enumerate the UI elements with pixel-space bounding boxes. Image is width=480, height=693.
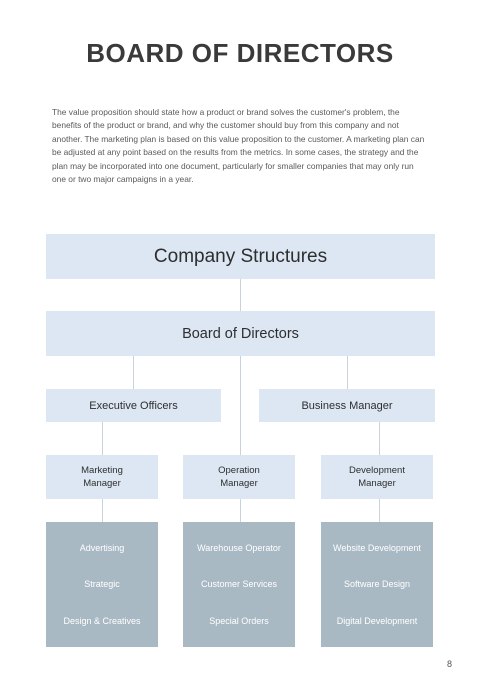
marketing-manager-label: Marketing Manager — [81, 465, 123, 489]
operation-manager-box — [183, 455, 295, 499]
development-manager-label: Development Manager — [349, 465, 405, 489]
dept-item: Warehouse Operator — [197, 543, 281, 554]
executive-officers-box: Executive Officers — [46, 389, 221, 422]
operation-manager-label: Operation Manager — [218, 465, 260, 489]
dept-item: Strategic — [84, 579, 120, 590]
marketing-departments-box — [46, 522, 158, 647]
connector-board-exec — [133, 356, 134, 389]
intro-paragraph: The value proposition should state how a product or brand solves the customer's problem, the benefits of the product or brand, and why the customer should buy from this company and not another. The marketing plan is based on this value proposition to the customer. A marketing plan can be adjusted at any point based on the results from the metrics. In some cases, the strategy and the plan may be incorporated into one document, particularly for smaller companies that may only run one or two major campaigns in a year. — [52, 107, 425, 185]
connector-dev-dept — [379, 499, 380, 522]
dept-item: Advertising — [79, 543, 125, 554]
dept-item: Design & Creatives — [63, 615, 141, 626]
connector-exec-mkt — [102, 422, 103, 455]
connector-board-ops — [240, 356, 241, 455]
dept-item: Digital Development — [336, 615, 418, 626]
dept-item: Customer Services — [200, 579, 278, 590]
connector-mkt-dept — [102, 499, 103, 522]
connector-biz-dev — [379, 422, 380, 455]
connector-board-biz — [347, 356, 348, 389]
development-departments-box — [321, 522, 433, 647]
connector-ops-dept — [240, 499, 241, 522]
marketing-manager-box — [46, 455, 158, 499]
business-manager-box: Business Manager — [259, 389, 435, 422]
dept-item: Website Development — [333, 543, 421, 554]
dept-item: Special Orders — [209, 615, 269, 626]
development-manager-box — [321, 455, 433, 499]
operation-departments-box — [183, 522, 295, 647]
page-title: BOARD OF DIRECTORS — [86, 38, 394, 68]
page-number: 8 — [446, 659, 452, 669]
connector-company-board — [240, 279, 241, 311]
board-of-directors-box: Board of Directors — [46, 311, 435, 356]
dept-item: Software Design — [343, 579, 411, 590]
company-structures-box: Company Structures — [46, 234, 435, 279]
